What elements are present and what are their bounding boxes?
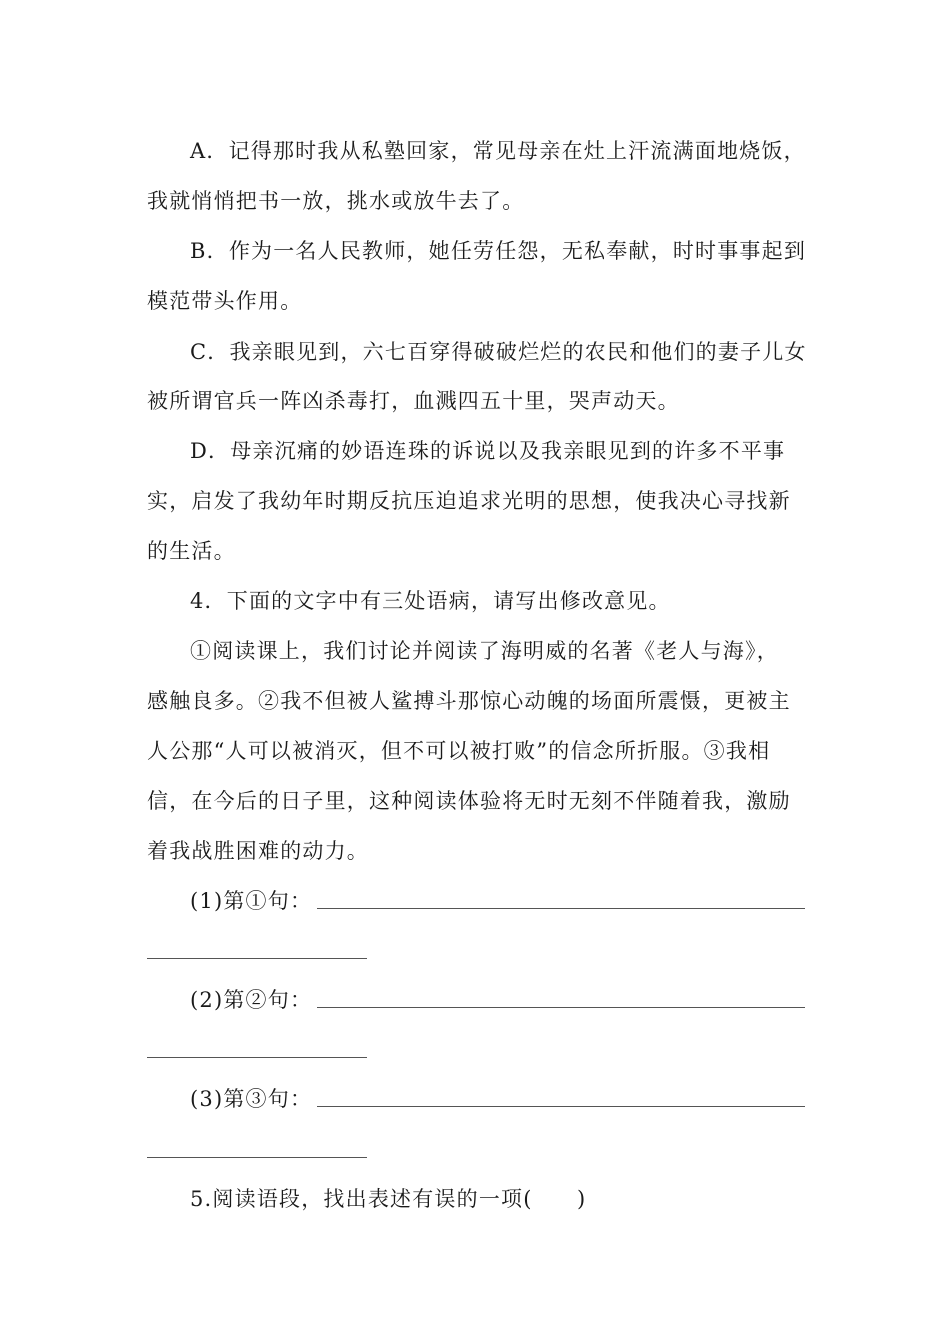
question-4-title: 4．下面的文字中有三处语病，请写出修改意见。	[190, 589, 671, 613]
option-d-line-3: 的生活。	[147, 539, 236, 563]
passage-line-2: 感触良多。②我不但被人鲨搏斗那惊心动魄的场面所震慑，更被主	[147, 689, 791, 713]
answer-label-2: (2)第②句：	[190, 988, 313, 1012]
question-5-title: 5.阅读语段，找出表述有误的一项( )	[190, 1187, 587, 1211]
option-a-line-2: 我就悄悄把书一放，挑水或放牛去了。	[147, 189, 525, 213]
passage-line-5: 着我战胜困难的动力。	[147, 839, 369, 863]
passage-line-4: 信，在今后的日子里，这种阅读体验将无时无刻不伴随着我，激励	[147, 789, 791, 813]
option-b-line-2: 模范带头作用。	[147, 289, 303, 313]
option-a-line-1: A．记得那时我从私塾回家，常见母亲在灶上汗流满面地烧饭，	[190, 139, 806, 163]
answer-blank-2[interactable]	[317, 1007, 805, 1008]
option-c-line-1: C．我亲眼见到，六七百穿得破破烂烂的农民和他们的妻子儿女	[190, 340, 807, 364]
passage-line-3: 人公那“人可以被消灭，但不可以被打败”的信念所折服。③我相	[147, 739, 771, 763]
answer-label-3: (3)第③句：	[190, 1087, 313, 1111]
option-b-line-1: B．作为一名人民教师，她任劳任怨，无私奉献，时时事事起到	[190, 239, 807, 263]
answer-blank-3-cont[interactable]	[147, 1157, 367, 1158]
answer-blank-3[interactable]	[317, 1106, 805, 1107]
option-d-line-2: 实，启发了我幼年时期反抗压迫追求光明的思想，使我决心寻找新	[147, 489, 791, 513]
answer-blank-1[interactable]	[317, 908, 805, 909]
option-d-line-1: D．母亲沉痛的妙语连珠的诉说以及我亲眼见到的许多不平事	[190, 439, 786, 463]
answer-label-1: (1)第①句：	[190, 889, 313, 913]
passage-line-1: ①阅读课上，我们讨论并阅读了海明威的名著《老人与海》，	[190, 639, 779, 663]
answer-blank-1-cont[interactable]	[147, 958, 367, 959]
option-c-line-2: 被所谓官兵一阵凶杀毒打，血溅四五十里，哭声动天。	[147, 389, 680, 413]
answer-blank-2-cont[interactable]	[147, 1057, 367, 1058]
